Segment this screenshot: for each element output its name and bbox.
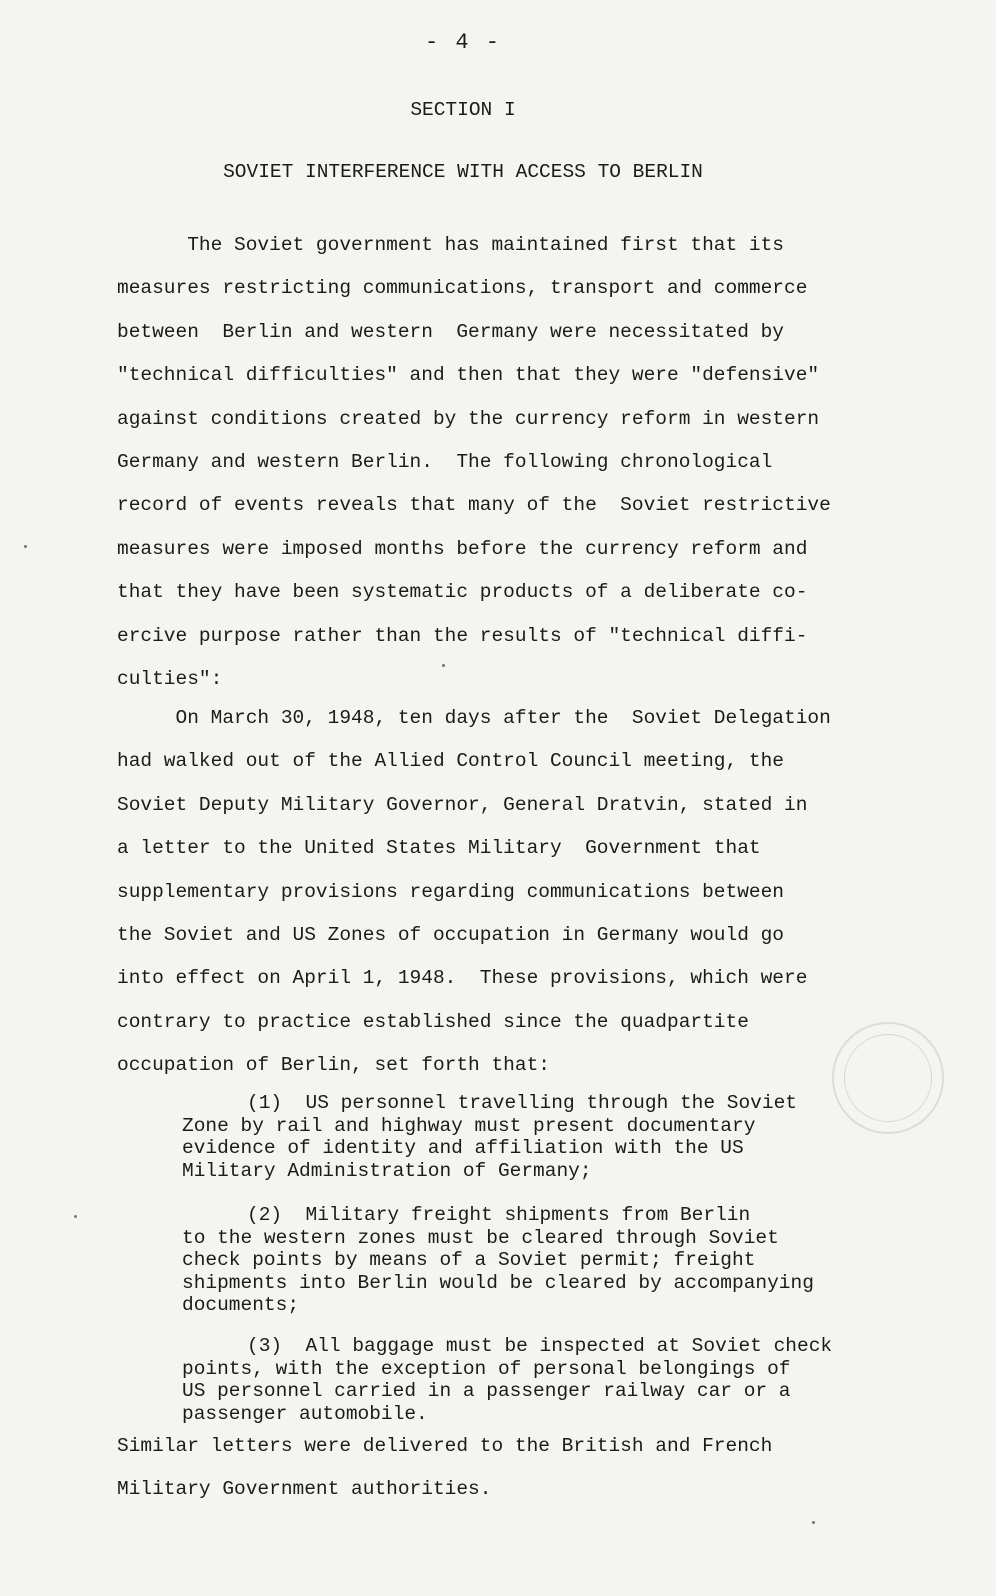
provision-item-1 (182, 1092, 902, 1182)
text-line: Soviet Deputy Military Governor, General Dratvin, stated in (117, 793, 808, 816)
text-line: ercive purpose rather than the results of "technical diffi- (117, 624, 808, 647)
text-line: Military Government authorities. (117, 1478, 492, 1501)
text-line: into effect on April 1, 1948. These provisions, which were (117, 967, 808, 990)
paper-speck (24, 545, 27, 548)
text-line: "technical difficulties" and then that they were "defensive" (117, 364, 820, 387)
paragraph-closing (117, 1425, 897, 1512)
text-line: supplementary provisions regarding communications between (117, 880, 785, 903)
paragraph-intro (117, 224, 897, 701)
text-line: to the western zones must be cleared through Soviet (182, 1226, 779, 1249)
text-line: The Soviet government has maintained first that its (117, 234, 785, 256)
provision-item-3 (182, 1335, 902, 1425)
page-number: - 4 - (424, 30, 501, 55)
text-line: US personnel carried in a passenger railway car or a (182, 1380, 791, 1402)
paper-speck (74, 1215, 77, 1218)
text-line: occupation of Berlin, set forth that: (117, 1054, 550, 1077)
text-line: a letter to the United States Military Government that (117, 837, 761, 860)
paper-speck (442, 664, 445, 667)
text-line: evidence of identity and affiliation with the US (182, 1137, 744, 1159)
text-line: Similar letters were delivered to the British and French (117, 1435, 773, 1457)
paper-speck (812, 1521, 815, 1524)
text-line: passenger automobile. (182, 1402, 428, 1425)
text-line: against conditions created by the currency reform in western (117, 407, 820, 430)
text-line: measures were imposed months before the currency reform and (117, 537, 808, 560)
text-line: that they have been systematic products of a deliberate co- (117, 581, 808, 604)
text-line: culties": (117, 667, 223, 690)
text-line: Germany and western Berlin. The following chronological (117, 450, 773, 473)
paragraph-march-30 (117, 697, 897, 1088)
text-line: points, with the exception of personal belongings of (182, 1357, 791, 1380)
text-line: Zone by rail and highway must present documentary (182, 1114, 756, 1137)
text-line: (3) All baggage must be inspected at Soviet check (247, 1335, 833, 1357)
section-heading: SECTION I (410, 99, 516, 121)
text-line: (2) Military freight shipments from Berlin (247, 1204, 751, 1226)
text-line: contrary to practice established since the quadpartite (117, 1010, 749, 1033)
text-line: record of events reveals that many of the Soviet restrictive (117, 494, 831, 517)
archive-stamp-icon (832, 1022, 944, 1134)
text-line: shipments into Berlin would be cleared by accompanying (182, 1271, 814, 1294)
text-line: Military Administration of Germany; (182, 1159, 592, 1182)
text-line: On March 30, 1948, ten days after the Soviet Delegation (117, 707, 831, 729)
text-line: (1) US personnel travelling through the Soviet (247, 1092, 797, 1114)
text-line: the Soviet and US Zones of occupation in Germany would go (117, 923, 785, 946)
provision-item-2 (182, 1204, 902, 1317)
section-title: SOVIET INTERFERENCE WITH ACCESS TO BERLIN (223, 161, 703, 183)
text-line: documents; (182, 1294, 300, 1316)
text-line: measures restricting communications, transport and commerce (117, 277, 808, 300)
text-line: between Berlin and western Germany were necessitated by (117, 320, 785, 343)
text-line: had walked out of the Allied Control Council meeting, the (117, 750, 785, 773)
text-line: check points by means of a Soviet permit; freight (182, 1249, 756, 1271)
